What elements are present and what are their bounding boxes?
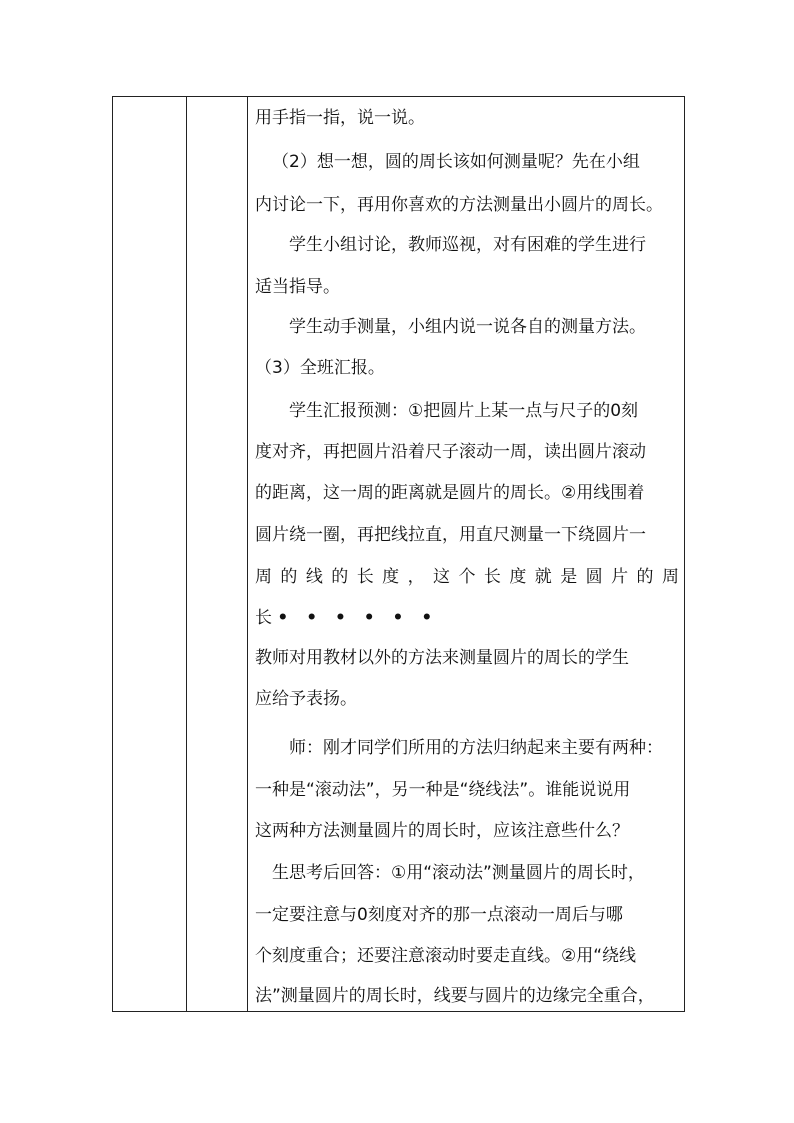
- lesson-table: [112, 96, 685, 1012]
- text-line-13: [255, 600, 438, 637]
- text-line-7: （3）全班汇报。: [255, 358, 385, 378]
- text-line-10: 的距离，这一周的距离就是圆片的周长。②用线围着: [255, 483, 645, 503]
- text-line-15: 应给予表扬。: [255, 689, 357, 709]
- text-line-20: 一定要注意与0刻度对齐的那一点滚动一周后与哪: [255, 905, 623, 925]
- text-line-3: 内讨论一下，再用你喜欢的方法测量出小圆片的周长。: [255, 195, 663, 215]
- text-line-1: 用手指一指，说一说。: [255, 108, 425, 128]
- text-line-9: 度对齐，再把圆片沿着尺子滚动一周，读出圆片滚动: [255, 442, 646, 462]
- text-line-8: 学生汇报预测：①把圆片上某一点与尺子的0刻: [289, 401, 639, 421]
- text-line-16: 师：刚才同学们所用的方法归纳起来主要有两种：: [289, 738, 663, 758]
- text-line-4: 学生小组讨论，教师巡视，对有困难的学生进行: [289, 235, 646, 255]
- text-line-13-word: 长: [255, 608, 272, 628]
- text-line-6: 学生动手测量，小组内说一说各自的测量方法。: [289, 317, 646, 337]
- text-line-2: （2）想一想，圆的周长该如何测量呢？先在小组: [272, 152, 640, 172]
- text-line-22: 法”测量圆片的周长时，线要与圆片的边缘完全重合，: [255, 986, 655, 1006]
- text-line-18: 这两种方法测量圆片的周长时，应该注意些什么？: [255, 821, 629, 841]
- column-divider-1: [186, 97, 187, 1011]
- text-line-14: 教师对用教材以外的方法来测量圆片的周长的学生: [255, 648, 629, 668]
- column-divider-2: [247, 97, 248, 1011]
- text-line-19: 生思考后回答：①用“滚动法”测量圆片的周长时，: [272, 863, 645, 883]
- text-line-5: 适当指导。: [255, 277, 340, 297]
- text-line-11: 圆片绕一圈，再把线拉直，用直尺测量一下绕圆片一: [255, 525, 646, 545]
- text-line-12: 周的线的长度，这个长度就是圆片的周: [255, 567, 679, 587]
- text-line-17: 一种是“滚动法”，另一种是“绕线法”。谁能说说用: [255, 780, 631, 800]
- ellipsis-dots: • • • • • •: [277, 608, 439, 628]
- text-line-21: 个刻度重合；还要注意滚动时要走直线。②用“绕线: [255, 946, 637, 966]
